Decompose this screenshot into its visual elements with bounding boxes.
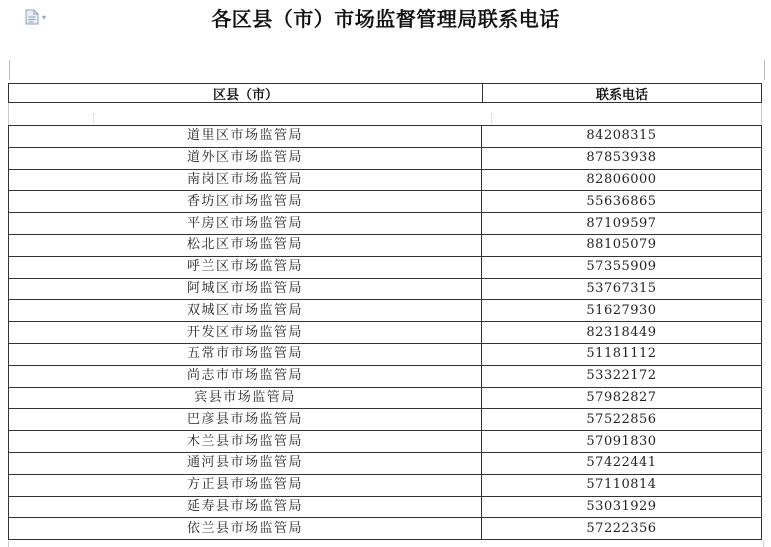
table-row	[9, 431, 762, 453]
phone-number: 53767315	[482, 278, 762, 300]
district-name: 松北区市场监管局	[9, 234, 482, 256]
table-row	[9, 474, 762, 496]
phone-number: 57422441	[482, 452, 762, 474]
phone-number: 53322172	[482, 365, 762, 387]
table-row	[9, 147, 762, 169]
table-row	[9, 387, 762, 409]
district-name: 通河县市场监管局	[9, 452, 482, 474]
layout-guide-bottom	[8, 541, 764, 547]
table-row	[9, 409, 762, 431]
phone-number: 87853938	[482, 147, 762, 169]
district-name: 呼兰区市场监管局	[9, 256, 482, 278]
table-row	[9, 322, 762, 344]
table-row	[9, 300, 762, 322]
phone-number: 51181112	[482, 343, 762, 365]
phone-number: 57522856	[482, 409, 762, 431]
district-name: 南岗区市场监管局	[9, 169, 482, 191]
layout-guide	[9, 60, 765, 80]
phone-number: 84208315	[482, 126, 762, 148]
table-row	[9, 452, 762, 474]
district-name: 双城区市场监管局	[9, 300, 482, 322]
table-row	[9, 256, 762, 278]
spacer-row	[8, 103, 762, 125]
district-name: 宾县市场监管局	[9, 387, 482, 409]
phone-number: 57110814	[482, 474, 762, 496]
table-row	[9, 191, 762, 213]
table-row	[9, 365, 762, 387]
table-row	[9, 496, 762, 518]
district-name: 五常市市场监管局	[9, 343, 482, 365]
district-name: 依兰县市场监管局	[9, 518, 482, 540]
chevron-down-icon: ▾	[42, 12, 47, 22]
district-name: 阿城区市场监管局	[9, 278, 482, 300]
table-row	[9, 278, 762, 300]
table-row	[9, 343, 762, 365]
district-name: 延寿县市场监管局	[9, 496, 482, 518]
phone-number: 57355909	[482, 256, 762, 278]
phone-number: 55636865	[482, 191, 762, 213]
table-row	[9, 169, 762, 191]
district-name: 道外区市场监管局	[9, 147, 482, 169]
phone-number: 53031929	[482, 496, 762, 518]
phone-number: 57222356	[482, 518, 762, 540]
district-name: 尚志市市场监管局	[9, 365, 482, 387]
phone-number: 82806000	[482, 169, 762, 191]
header-phone: 联系电话	[595, 87, 648, 103]
contact-table	[8, 125, 762, 540]
district-name: 平房区市场监管局	[9, 213, 482, 235]
table-row	[9, 234, 762, 256]
table-row	[9, 126, 762, 148]
table-row	[9, 213, 762, 235]
district-name: 香坊区市场监管局	[9, 191, 482, 213]
phone-number: 88105079	[482, 234, 762, 256]
phone-number: 51627930	[482, 300, 762, 322]
district-name: 木兰县市场监管局	[9, 431, 482, 453]
phone-number: 57091830	[482, 431, 762, 453]
phone-number: 82318449	[482, 322, 762, 344]
header-district: 区县（市）	[9, 84, 483, 102]
district-name: 巴彦县市场监管局	[9, 409, 482, 431]
table-header	[8, 83, 762, 103]
district-name: 方正县市场监管局	[9, 474, 482, 496]
district-name: 道里区市场监管局	[9, 126, 482, 148]
table-row	[9, 518, 762, 540]
phone-number: 87109597	[482, 213, 762, 235]
phone-number: 57982827	[482, 387, 762, 409]
district-name: 开发区市场监管局	[9, 322, 482, 344]
page-title: 各区县（市）市场监督管理局联系电话	[211, 7, 560, 31]
